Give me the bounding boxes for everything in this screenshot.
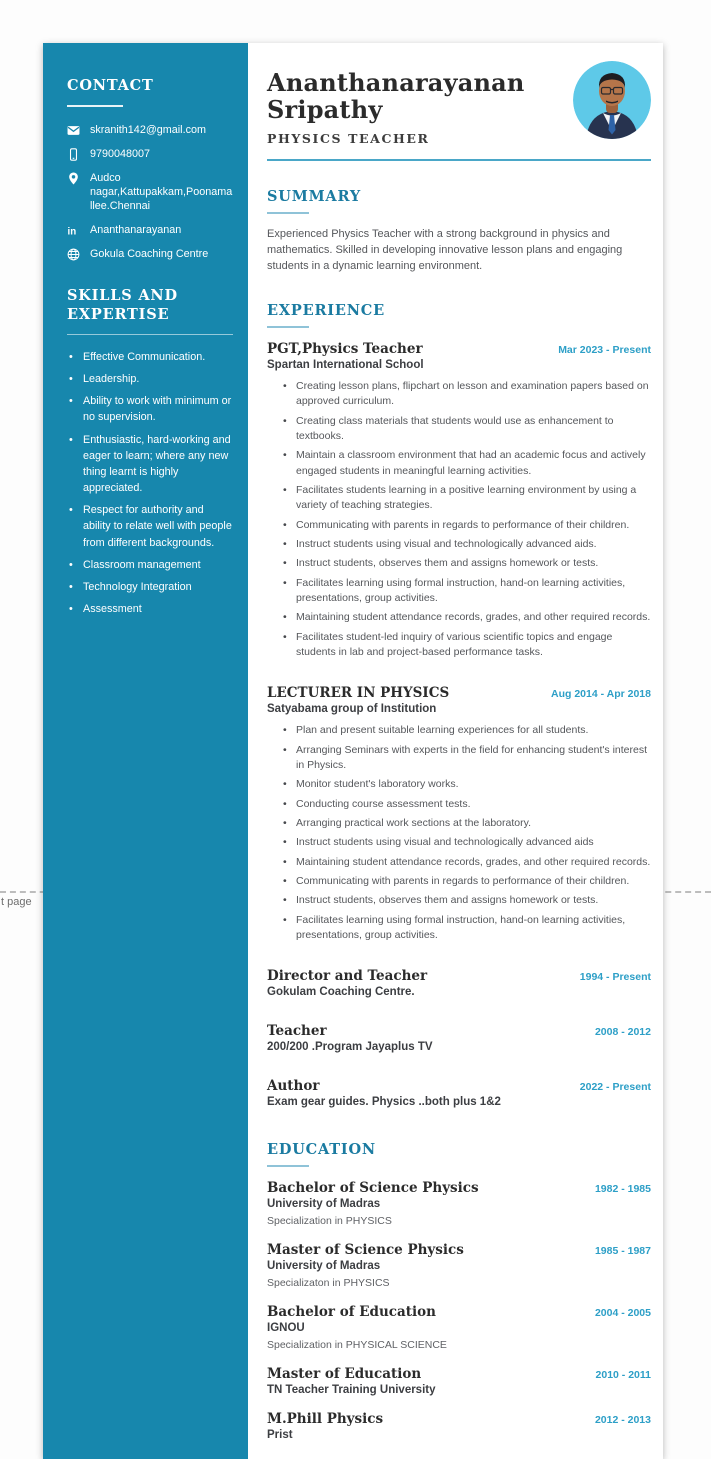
school: University of Madras <box>267 1198 381 1211</box>
skill-item: • Technology Integration <box>67 579 233 595</box>
resume-header <box>267 69 651 146</box>
sidebar <box>43 43 248 1459</box>
skills-heading-rule <box>67 334 233 335</box>
contact-linkedin[interactable] <box>67 223 233 237</box>
education-detail: Specialization in PHYSICS <box>267 1215 392 1228</box>
job-bullet: • Maintain a classroom environment that had an academic focus and actively engaged students in meaningful learning activities. <box>283 448 651 479</box>
contact-phone[interactable] <box>67 147 233 161</box>
job-org: Gokulam Coaching Centre. <box>267 986 415 999</box>
job-org: Exam gear guides. Physics ..both plus 1&2 <box>267 1096 501 1109</box>
contact-linkedin-text: Ananthanarayanan <box>90 224 182 236</box>
contact-website[interactable] <box>67 247 233 261</box>
degree: Bachelor of Science Physics <box>267 1180 479 1197</box>
contact-location-text: Audco nagar,Kattupakkam,Poonamallee.Chennai <box>90 171 233 212</box>
education-detail: Specializaton in PHYSICS <box>267 1277 390 1290</box>
degree: Master of Science Physics <box>267 1242 464 1259</box>
skill-item: • Enthusiastic, hard-working and eager to learn; where any new thing learnt is highly appreciated. <box>67 432 233 497</box>
school: IGNOU <box>267 1322 305 1335</box>
job-title: Director and Teacher <box>267 968 428 985</box>
job-bullet: • Communicating with parents in regards to performance of their children. <box>283 518 651 533</box>
education-dates: 2004 - 2005 <box>594 1307 651 1320</box>
education-dates: 1982 - 1985 <box>594 1183 651 1196</box>
job-bullet: • Maintaining student attendance records, grades, and other required records. <box>283 855 651 870</box>
page-break-label: t page <box>1 896 32 908</box>
linkedin-icon <box>67 224 80 237</box>
education-entry <box>267 1304 651 1351</box>
contact-location[interactable] <box>67 171 233 213</box>
contact-heading: CONTACT <box>67 77 154 94</box>
job-bullet: • Facilitates student-led inquiry of various scientific topics and engage students in lab and project-based performance tasks. <box>283 630 651 661</box>
job-bullet: • Facilitates students learning in a positive learning environment by using a variety of teaching strategies. <box>283 483 651 514</box>
job-entry <box>267 341 651 660</box>
job-bullet: • Arranging practical work sections at the laboratory. <box>283 816 651 831</box>
job-entry <box>267 1023 651 1053</box>
job-entry <box>267 1078 651 1108</box>
name-block <box>267 69 557 146</box>
email-icon <box>67 124 80 137</box>
skills-heading: SKILLS AND EXPERTISE <box>67 287 178 323</box>
job-bullet: • Creating lesson plans, flipchart on lesson and examination papers based on approved curriculum. <box>283 379 651 410</box>
job-org: Spartan International School <box>267 359 424 372</box>
job-bullet: • Instruct students using visual and technologically advanced aids. <box>283 537 651 552</box>
summary-text: Experienced Physics Teacher with a strong background in physics and mathematics. Skilled in developing innovative lesson plans and engaging students in a dynamic learning environment. <box>267 228 623 273</box>
contact-phone-text: 9790048007 <box>90 147 151 160</box>
skill-item: • Leadership. <box>67 371 233 387</box>
job-bullet: • Communicating with parents in regards to performance of their children. <box>283 874 651 889</box>
job-bullet: • Plan and present suitable learning experiences for all students. <box>283 723 651 738</box>
education-entry <box>267 1366 651 1396</box>
school: University of Madras <box>267 1260 381 1273</box>
summary-section <box>267 188 651 275</box>
contact-email-text: skranith142@gmail.com <box>90 123 206 136</box>
resume-page <box>43 43 663 1459</box>
job-bullet: • Monitor student's laboratory works. <box>283 777 651 792</box>
job-dates: Mar 2023 - Present <box>558 344 651 357</box>
contact-website-text: Gokula Coaching Centre <box>90 248 209 261</box>
job-title: PGT,Physics Teacher <box>267 341 423 358</box>
job-bullet: • Facilitates learning using formal instruction, hand-on learning activities, presentations, group activities. <box>283 576 651 607</box>
experience-heading: EXPERIENCE <box>267 302 385 320</box>
job-org: Satyabama group of Institution <box>267 703 437 716</box>
education-entry <box>267 1411 651 1441</box>
job-bullets <box>267 379 651 660</box>
job-bullets <box>267 723 651 943</box>
job-entry <box>267 685 651 943</box>
summary-heading-rule <box>267 212 309 214</box>
svg-text:in: in <box>67 226 77 237</box>
job-org: 200/200 .Program Jayaplus TV <box>267 1041 433 1054</box>
education-dates: 2010 - 2011 <box>595 1369 651 1382</box>
skill-item: • Assessment <box>67 601 233 617</box>
job-dates: 1994 - Present <box>579 971 651 984</box>
education-heading: EDUCATION <box>267 1141 376 1159</box>
experience-heading-rule <box>267 326 309 328</box>
job-title: Author <box>267 1078 320 1095</box>
job-title: Teacher <box>267 1023 327 1040</box>
job-bullet: • Maintaining student attendance records, grades, and other required records. <box>283 610 651 625</box>
job-bullet: • Facilitates learning using formal instruction, hand-on learning activities, presentations, group activities. <box>283 913 651 944</box>
school: TN Teacher Training University <box>267 1384 436 1397</box>
job-title: LECTURER IN PHYSICS <box>267 685 450 702</box>
contact-heading-rule <box>67 105 123 107</box>
skills-list <box>67 349 233 618</box>
degree: M.Phill Physics <box>267 1411 384 1428</box>
profile-photo-illustration <box>573 61 651 139</box>
education-dates: 1985 - 1987 <box>594 1245 651 1258</box>
phone-icon <box>67 148 80 161</box>
skills-section <box>67 287 233 617</box>
education-heading-rule <box>267 1165 309 1167</box>
skill-item: • Ability to work with minimum or no supervision. <box>67 393 233 425</box>
job-bullet: • Conducting course assessment tests. <box>283 797 651 812</box>
job-bullet: • Creating class materials that students would use as enhancement to textbooks. <box>283 414 651 445</box>
degree: Master of Education <box>267 1366 422 1383</box>
candidate-title: PHYSICS TEACHER <box>267 131 430 147</box>
education-section <box>267 1141 651 1441</box>
job-dates: Aug 2014 - Apr 2018 <box>551 688 651 701</box>
education-detail: Specialization in PHYSICAL SCIENCE <box>267 1339 447 1352</box>
job-bullet: • Instruct students, observes them and assigns homework or tests. <box>283 893 651 908</box>
skill-item: • Classroom management <box>67 557 233 573</box>
job-bullet: • Arranging Seminars with experts in the field for enhancing student's interest in Physics. <box>283 743 651 774</box>
skill-item: • Respect for authority and ability to relate well with people from different backgrounds. <box>67 502 233 551</box>
globe-icon <box>67 248 80 261</box>
header-divider <box>267 159 651 161</box>
education-entry <box>267 1242 651 1289</box>
summary-heading: SUMMARY <box>267 188 362 206</box>
degree: Bachelor of Education <box>267 1304 436 1321</box>
job-bullet: • Instruct students, observes them and assigns homework or tests. <box>283 556 651 571</box>
school: Prist <box>267 1429 293 1442</box>
job-dates: 2022 - Present <box>579 1081 651 1094</box>
profile-photo <box>573 61 651 139</box>
skill-item: • Effective Communication. <box>67 349 233 365</box>
education-entry <box>267 1180 651 1227</box>
job-entry <box>267 968 651 998</box>
main-column <box>248 43 663 1459</box>
education-dates: 2012 - 2013 <box>594 1414 651 1427</box>
experience-section <box>267 302 651 1108</box>
location-icon <box>67 172 80 185</box>
contact-email[interactable] <box>67 123 233 137</box>
job-dates: 2008 - 2012 <box>594 1026 651 1039</box>
job-bullet: • Instruct students using visual and technologically advanced aids <box>283 835 651 850</box>
candidate-name: Ananthanarayanan Sripathy <box>267 68 525 125</box>
